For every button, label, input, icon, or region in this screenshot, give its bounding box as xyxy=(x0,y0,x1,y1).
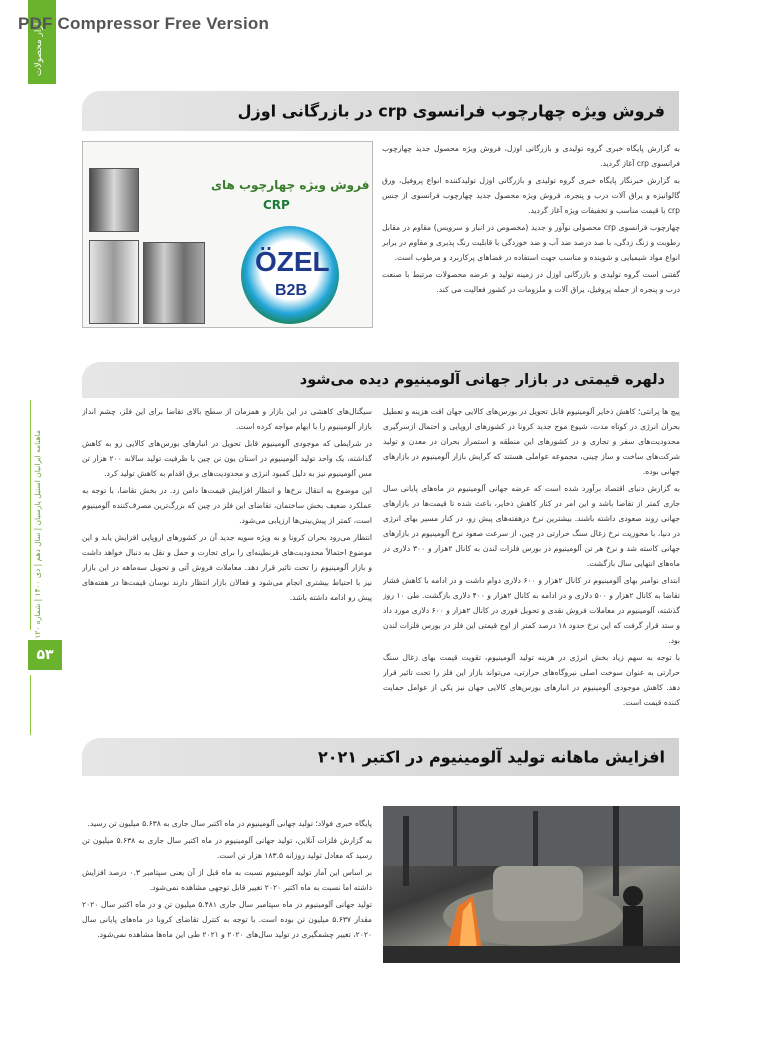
article2-right-column xyxy=(383,404,680,726)
article2-paragraph: سیگنال‌های کاهشی در این بازار و همزمان از سطح بالای تقاضا برای این فلز، چشم انداز بازار آلومینیوم را با ابهام مواجه کرده است. xyxy=(82,407,372,431)
article3-paragraph: پایگاه خبری فولاد؛ تولید جهانی آلومینیوم در ماه اکتبر سال جاری به ۵.۶۳۸ میلیون تن رسید. xyxy=(87,819,372,828)
image-title: فروش ویژه چهارچوب های xyxy=(211,178,370,192)
article1-title: فروش ویژه چهارچوب فرانسوی crp در بازرگانی اوزل xyxy=(237,101,665,121)
frame-profile-3 xyxy=(143,242,205,324)
article1-image xyxy=(82,141,373,328)
magazine-issue-info: ماهنامه ایرانیان استیل پارسیان | سال دهم | دی ۱۴۰۰ | شماره ۱۲۰ xyxy=(33,430,42,639)
frame-profile-2 xyxy=(89,240,139,324)
frame-profile-1 xyxy=(89,168,139,232)
article1-paragraph: گفتنی است گروه تولیدی و بازرگانی اوزل در زمینه تولید و عرضه محصولات مرتبط با صنعت درب و پنجره از جمله پروفیل، یراق آلات و ملزومات در کشور فعالیت می کند. xyxy=(382,270,680,294)
article3-paragraph: تولید جهانی آلومینیوم در ماه سپتامبر سال جاری ۵.۴۸۱ میلیون تن و در ماه اکتبر سال ۲۰۲۰ مقدار ۵.۶۳۷ میلیون تن بوده است. با توجه به کنترل تقاضای کرونا در ماه‌های پایانی سال ۲۰۲۰، تغییر چشمگیری در تولید سال‌های ۲۰۲۰ و ۲۰۲۱ طی این ماه‌ها مشاهده نمی‌شود. xyxy=(82,900,372,939)
article2-title: دلهره قیمتی در بازار جهانی آلومینیوم دیده می‌شود xyxy=(299,372,665,388)
side-divider xyxy=(30,400,31,630)
article3-title: افزایش ماهانه تولید آلومینیوم در اکتبر ۲۰۲۱ xyxy=(317,747,665,767)
article1-title-bar xyxy=(82,91,679,131)
article2-left-column xyxy=(82,404,372,726)
side-divider-lower xyxy=(30,675,31,735)
watermark: PDF Compressor Free Version xyxy=(18,14,270,33)
article2-paragraph: ابتدای نوامبر بهای آلومینیوم در کانال ۲هزار و ۶۰۰ دلاری دوام داشت و در ادامه با کاهش فشار تقاضا به کانال ۲هزار و ۵۰۰ دلاری و در ادامه به کانال ۲هزار و ۴۰۰ دلاری بازگشت. طی ۱۰ روز گذشته، آلومینیوم در معاملات فروش نقدی و تحویل فوری در کانال ۲هزار و ۶۰۰ دلاری مورد داد و ستد قرار گرفت که این نرخ حدود ۱۸ درصد کمتر از اوج قیمتی این فلز در بورس فلزات لندن بود. xyxy=(383,576,680,645)
article3-paragraph: بر اساس این آمار تولید آلومینیوم نسبت به ماه قبل از آن یعنی سپتامبر ۰.۳ درصد افزایش داشته اما نسبت به ماه اکتبر ۲۰۲۰ تغییر قابل توجهی مشاهده نمی‌شود. xyxy=(82,868,372,892)
page-number: ۵۳ xyxy=(28,640,62,670)
article1-body xyxy=(382,141,680,353)
article2-paragraph: پیچ ها پرانتی؛ کاهش ذخایر آلومینیوم قابل تحویل در بورس‌های کالایی جهان افت هزینه و تعطیل بحران انرژی در کوتاه مدت، شیوع موج جدید کرونا در کشورهای اروپایی و احتمال ازسرگیری محدودیت‌های سفر و تجاری و در کشورهای این منطقه و استمرار بحران در معدن و تولید شرکت‌های ساخت و ساز چینی، مجموعه عواملی هستند که گرایش بازار آلومینیوم در بازارهای جهانی بوده. xyxy=(383,407,680,476)
section-tab-label: بازار محصولات xyxy=(34,20,44,76)
image-subtitle: CRP xyxy=(263,198,290,212)
article3-paragraph: به گزارش فلزات آنلاین، تولید جهانی آلومینیوم در ماه اکتبر سال جاری به ۵.۶۳۸ میلیون تن رسید که معادل تولید روزانه ۱۸۳.۵ هزار تن است. xyxy=(82,836,372,860)
article2-paragraph: به گزارش دنیای اقتصاد برآورد شده است که عرضه جهانی آلومینیوم در ماه‌های پایانی سال جاری کمتر از تقاضا باشد و این امر در کنار کاهش ذخایر، باعث شده تا قیمت‌ها در بازارهای جهانی روند صعودی داشته باشند. بیشترین نرخ درهفته‌های پیش رو، در کنار مسیر بهای انرژی در دنیا، با محوریت نرخ زغال سنگ حرارتی در چین، از سرعت صعود نرخ آلومینیوم در بازارهای جهانی کاسته شد و نرخ هر تن آلومینیوم در بورس فلزات لندن به کانال ۲هزار و ۳۰۰ دلاری در ماه‌های انتهایی سال بازگشت. xyxy=(383,484,680,568)
article1-paragraph: به گزارش پایگاه خبری گروه تولیدی و بازرگانی اوزل، فروش ویژه محصول جدید چهارچوب فرانسوی crp آغاز گردید. xyxy=(382,144,680,168)
article2-title-bar xyxy=(82,362,679,398)
article1-paragraph: چهارچوب فرانسوی crp محصولی نوآور و جدید (مخصوص در انبار و سرویس) مقاوم در مقابل رطوبت و زنگ زدگی، با صد درصد ضد آب و ضد خوردگی با قابلیت رنگ پذیری و مقاوم در برابر انواع مواد شیمیایی و شوینده و مناسب جهت استفاده در فضاهای پرکاربرد و مرطوب است. xyxy=(382,223,680,262)
section-tab xyxy=(28,0,56,84)
article3-body xyxy=(82,816,372,976)
article1-paragraph: به گزارش خبرنگار پایگاه خبری گروه تولیدی و بازرگانی اوزل تولیدکننده انواع پروفیل، ورق گالوانیزه و یراق آلات درب و پنجره، فروش ویژه محصول جدید چهارچوب فرانسوی از جنس crp با قیمت مناسب و تخفیفات ویژه آغاز گردید. xyxy=(382,176,680,215)
aluminium-plant-photo xyxy=(383,806,680,963)
article2-paragraph: در شرایطی که موجودی آلومینیوم قابل تحویل در انبارهای بورس‌های کالایی رو به کاهش گذاشته، یک واحد تولید آلومینیوم در استان یون نن چین با ظرفیت تولید سالانه ۲۰۰ هزار تن مس آلومینیوم نیز به دلیل کمبود انرژی و محدودیت‌های برق اقدام به کاهش تولید کرد. xyxy=(82,439,372,478)
logo-main-text: ÖZEL xyxy=(255,246,330,277)
logo-sub-text: B2B xyxy=(275,282,308,299)
article2-paragraph: انتظار می‌رود بحران کرونا و به ویژه سویه جدید آن در کشورهای اروپایی افزایش یابد و این موضوع احتمالاً محدودیت‌های قرنطینه‌ای را برای تجارت و حمل و نقل به دنبال خواهد داشت و بازار آلومینیوم را تحت تاثیر قرار دهد. معاملات فروش آتی و تحویل سه‌ماهه در این بازار نیز با احتیاط بیشتری انجام می‌شود و فعالان بازار انتظار دارند نوسان قیمت‌ها در هفته‌های پیش رو ادامه داشته باشد. xyxy=(82,533,372,602)
article3-title-bar xyxy=(82,738,679,776)
article3-image xyxy=(383,806,680,963)
article2-paragraph: این موضوع به انتقال نرخ‌ها و انتظار افزایش قیمت‌ها دامن زد. در بخش تقاضا، با توجه به عملکرد ضعیف بخش ساختمان، تقاضای این فلز در چین که بزرگ‌ترین مصرف‌کننده آلومینیوم است، کمتر از پیش‌بینی‌ها ارزیابی می‌شود. xyxy=(82,486,372,525)
article2-paragraph: با توجه به سهم زیاد بخش انرژی در هزینه تولید آلومینیوم، تقویت قیمت بهای زغال سنگ حرارتی به عنوان سوخت اصلی نیروگاه‌های حرارتی، می‌تواند بازار این فلز را تحت تاثیر قرار دهد. کاهش موجودی آلومینیوم در انبارهای بورس‌های کالایی جهان نیز یکی از عوامل حمایت کننده قیمت است. xyxy=(383,653,680,707)
